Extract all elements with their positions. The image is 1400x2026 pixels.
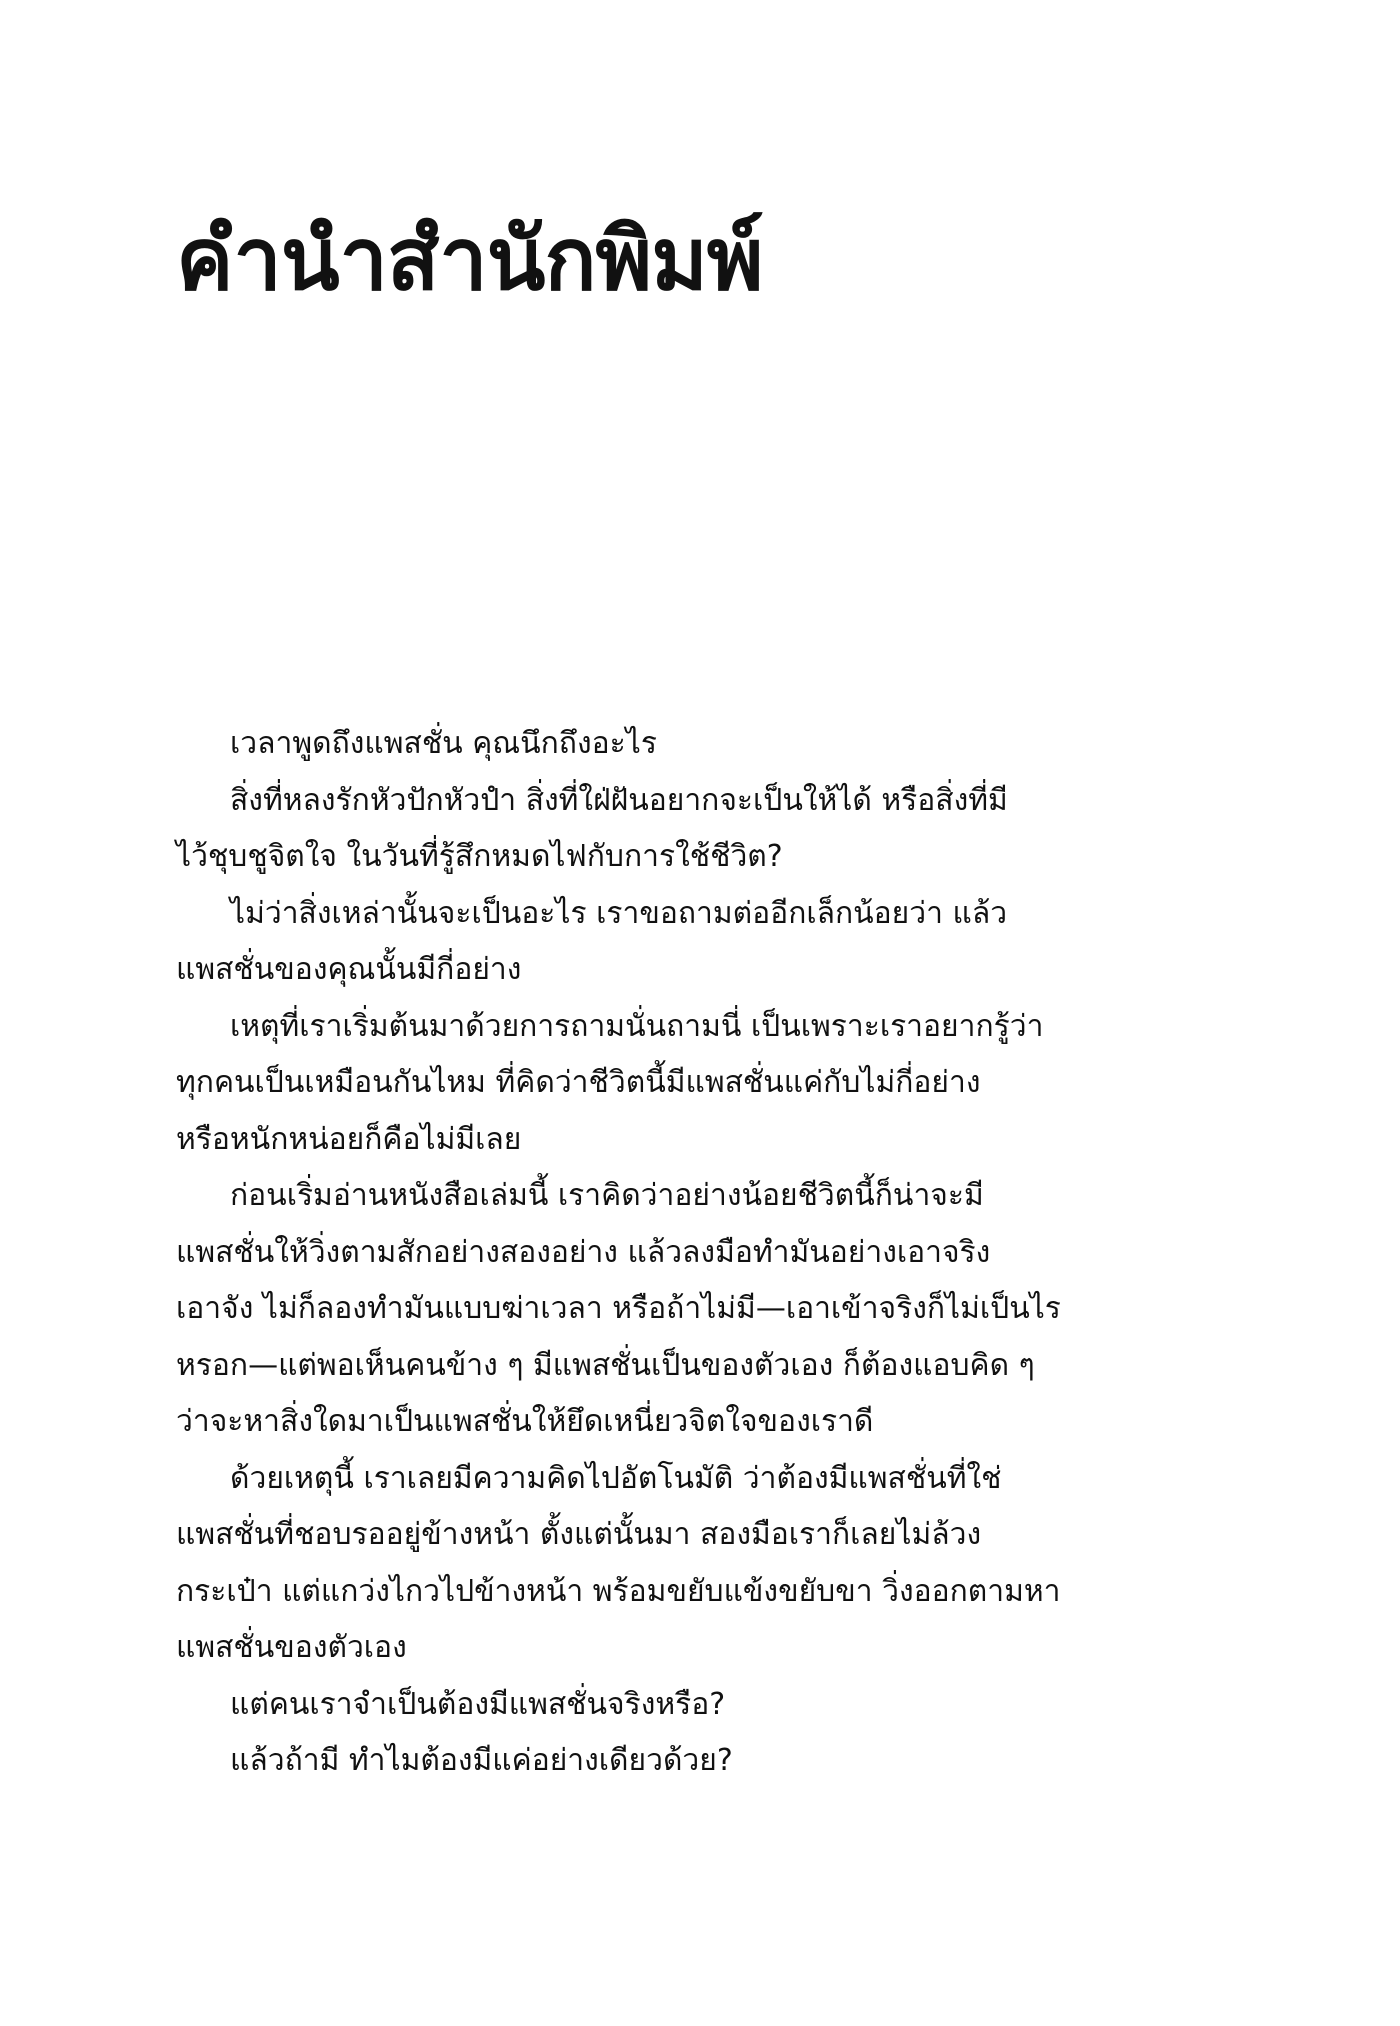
text-line: แพสชั่นของตัวเอง [176, 1630, 407, 1665]
text-line: แล้วถ้ามี ทำไมต้องมีแค่อย่างเดียวด้วย? [230, 1743, 733, 1778]
body-text [176, 716, 1136, 1790]
text-line: แพสชั่นที่ชอบรออยู่ข้างหน้า ตั้งแต่นั้นมา สองมือเราก็เลยไม่ล้วง [176, 1517, 982, 1552]
text-line: เอาจัง ไม่ก็ลองทำมันแบบฆ่าเวลา หรือถ้าไม่มี—เอาเข้าจริงก็ไม่เป็นไร [176, 1291, 1061, 1326]
text-line: หรอก—แต่พอเห็นคนข้าง ๆ มีแพสชั่นเป็นของตัวเอง ก็ต้องแอบคิด ๆ [176, 1347, 1035, 1383]
text-line: ไม่ว่าสิ่งเหล่านั้นจะเป็นอะไร เราขอถามต่ออีกเล็กน้อยว่า แล้ว [230, 895, 1008, 931]
text-line: หรือหนักหน่อยก็คือไม่มีเลย [176, 1121, 522, 1157]
text-line: ว่าจะหาสิ่งใดมาเป็นแพสชั่นให้ยึดเหนี่ยวจิตใจของเราดี [176, 1404, 874, 1439]
page-title: คำนำสำนักพิมพ์ [176, 210, 763, 310]
text-line: แพสชั่นของคุณนั้นมีกี่อย่าง [176, 952, 522, 987]
text-line: สิ่งที่หลงรักหัวปักหัวปำ สิ่งที่ใฝ่ฝันอยากจะเป็นให้ได้ หรือสิ่งที่มี [230, 782, 1008, 818]
text-line: แพสชั่นให้วิ่งตามสักอย่างสองอย่าง แล้วลงมือทำมันอย่างเอาจริง [176, 1234, 991, 1270]
text-line: เหตุที่เราเริ่มต้นมาด้วยการถามนั่นถามนี่ เป็นเพราะเราอยากรู้ว่า [230, 1008, 1044, 1044]
text-line: ทุกคนเป็นเหมือนกันไหม ที่คิดว่าชีวิตนี้มีแพสชั่นแค่กับไม่กี่อย่าง [176, 1065, 981, 1100]
text-line: ไว้ชุบชูจิตใจ ในวันที่รู้สึกหมดไฟกับการใช้ชีวิต? [176, 839, 783, 874]
text-line: เวลาพูดถึงแพสชั่น คุณนึกถึงอะไร [230, 726, 657, 761]
text-line: ก่อนเริ่มอ่านหนังสือเล่มนี้ เราคิดว่าอย่างน้อยชีวิตนี้ก็น่าจะมี [230, 1178, 984, 1213]
text-line: กระเป๋า แต่แกว่งไกวไปข้างหน้า พร้อมขยับแข้งขยับขา วิ่งออกตามหา [176, 1573, 1061, 1609]
text-line: ด้วยเหตุนี้ เราเลยมีความคิดไปอัตโนมัติ ว่าต้องมีแพสชั่นที่ใช่ [230, 1460, 1002, 1496]
text-line: แต่คนเราจำเป็นต้องมีแพสชั่นจริงหรือ? [230, 1686, 726, 1722]
